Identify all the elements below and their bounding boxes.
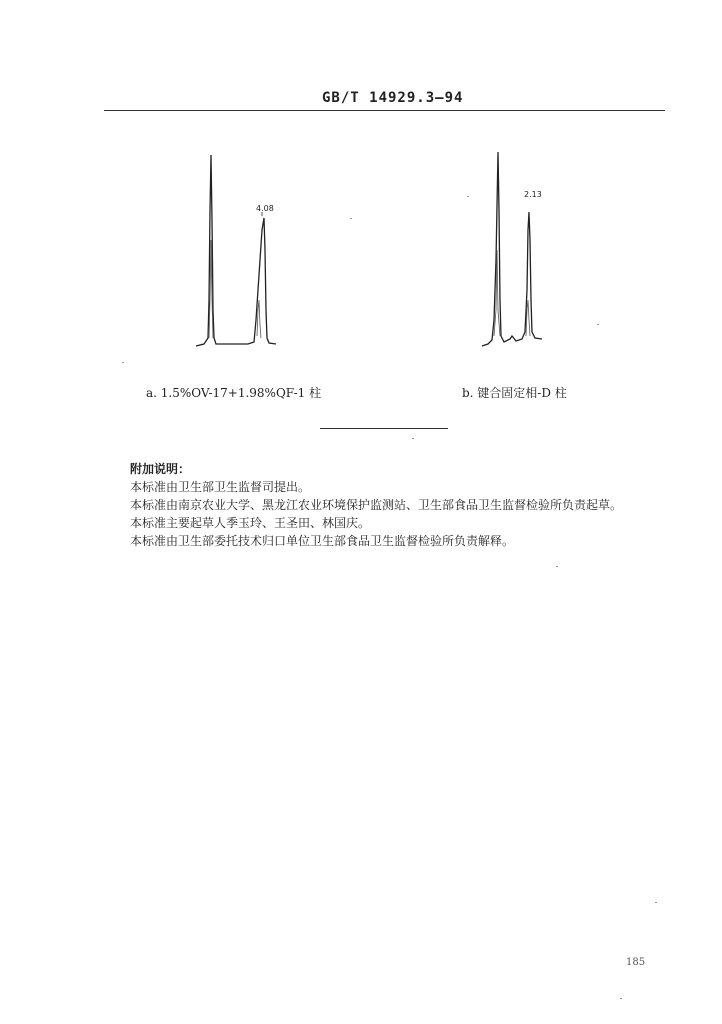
additional-notes: [130, 460, 690, 550]
note-line: 本标准由卫生部委托技术归口单位卫生部食品卫生监督检验所负责解释。: [130, 534, 515, 548]
scan-speck: [412, 438, 414, 439]
scan-speck: [122, 362, 124, 363]
figure-caption-b: b. 键合固定相-D 柱: [462, 386, 567, 400]
standard-number: GB/T 14929.3—94: [322, 90, 464, 106]
section-end-rule: [320, 428, 448, 429]
peak-label-a: 4.08: [256, 204, 274, 213]
notes-title: 附加说明：: [130, 462, 191, 476]
note-line: 本标准由卫生部卫生监督司提出。: [130, 480, 311, 494]
note-line: 本标准主要起草人季玉玲、王圣田、林国庆。: [130, 516, 371, 530]
scan-speck: [556, 566, 558, 567]
page-number: 185: [626, 957, 646, 968]
figure-caption-a: a. 1.5%OV-17+1.98%QF-1 柱: [146, 386, 322, 400]
scan-speck: [597, 324, 599, 325]
scan-speck: [467, 196, 469, 197]
note-line: 本标准由南京农业大学、黑龙江农业环境保护监测站、卫生部食品卫生监督检验所负责起草。: [130, 498, 623, 512]
header-rule: [104, 110, 665, 111]
scan-speck: [620, 998, 622, 999]
chromatogram-b: [482, 150, 562, 350]
peak-label-b: 2.13: [524, 190, 542, 199]
chromatogram-b-trace: [482, 152, 542, 346]
chromatogram-a: [196, 150, 296, 350]
scan-speck: [655, 902, 657, 903]
scan-speck: [350, 218, 352, 219]
chromatogram-a-trace: [196, 155, 276, 346]
